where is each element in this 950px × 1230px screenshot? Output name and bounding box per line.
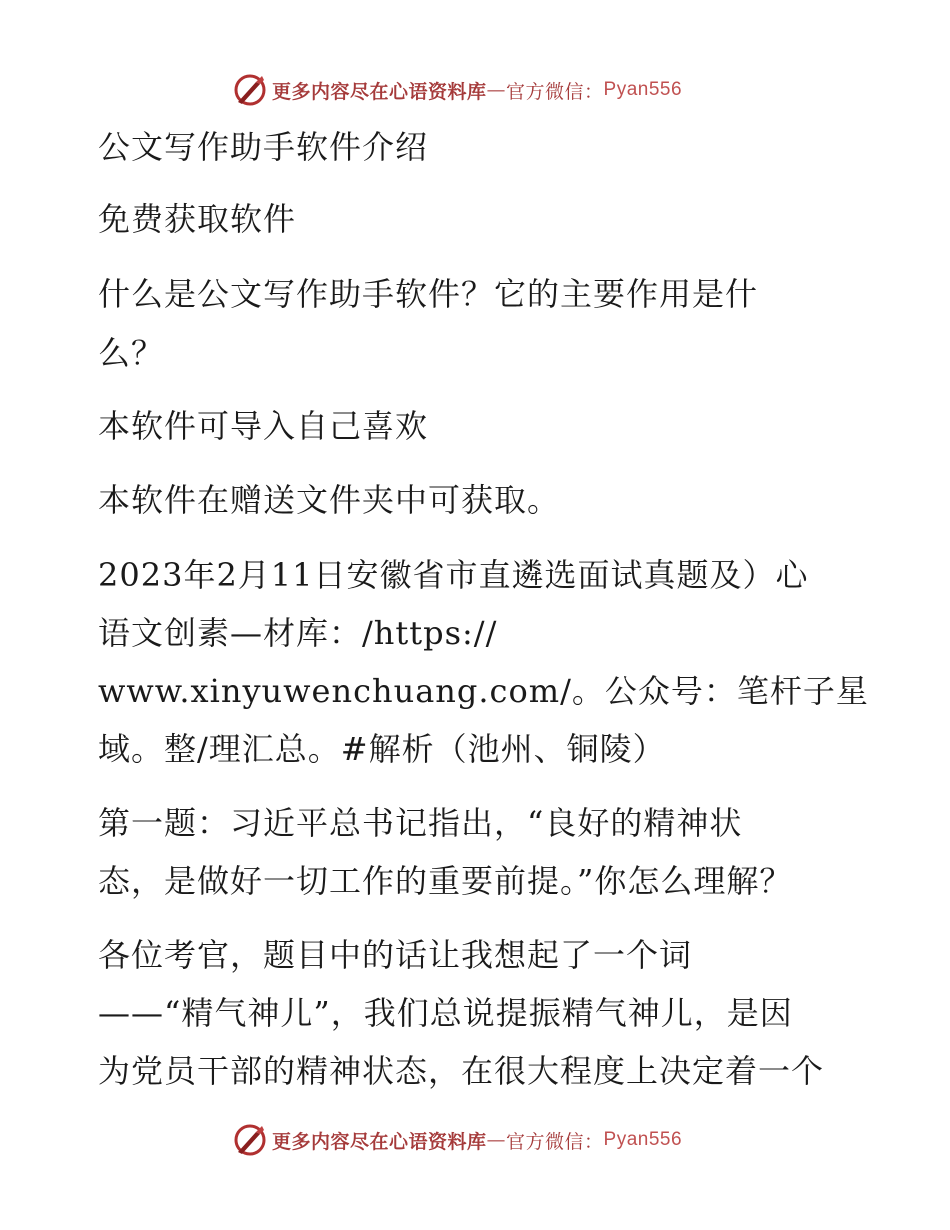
banner-wechat-id: Pyan556 xyxy=(603,1129,683,1150)
text-line: ——“精气神儿”，我们总说提振精气神儿，是因 xyxy=(98,994,793,1032)
text-line: 本软件可导入自己喜欢 xyxy=(98,407,429,445)
text-line: 公文写作助手软件介绍 xyxy=(98,128,429,166)
text-line: 语文创素—材库：/https:// xyxy=(98,614,498,652)
banner-wechat-label: 官方微信： xyxy=(506,1130,604,1153)
text-line: 2023年2月11日安徽省市直遴选面试真题及）心 xyxy=(98,556,809,594)
text-line: 为党员干部的精神状态，在很大程度上决定着一个 xyxy=(98,1052,825,1090)
banner-brand-text: 更多内容尽在心语资料库 xyxy=(272,1130,487,1153)
text-line: 本软件在赠送文件夹中可获取。 xyxy=(98,481,561,519)
banner-dash: — xyxy=(486,1129,507,1151)
banner-brand-text: 更多内容尽在心语资料库 xyxy=(272,80,487,103)
text-line: www.xinyuwenchuang.com/。公众号：笔杆子星 xyxy=(98,672,869,710)
text-line: 态，是做好一切工作的重要前提。”你怎么理解？ xyxy=(98,862,793,900)
quill-pen-logo-icon xyxy=(232,1122,268,1158)
quill-pen-logo-icon xyxy=(232,72,268,108)
banner-dash: — xyxy=(486,79,507,101)
footer-watermark-banner xyxy=(232,1120,682,1160)
text-line: 各位考官，题目中的话让我想起了一个词 xyxy=(98,936,693,974)
banner-wechat-label: 官方微信： xyxy=(506,80,604,103)
text-line: 么？ xyxy=(98,334,165,372)
text-line: 第一题：习近平总书记指出，“良好的精神状 xyxy=(98,804,743,842)
header-watermark-banner xyxy=(232,70,682,110)
banner-wechat-id: Pyan556 xyxy=(603,79,683,100)
text-line: 域。整/理汇总。#解析（池州、铜陵） xyxy=(98,730,666,768)
text-line: 什么是公文写作助手软件？它的主要作用是什 xyxy=(98,275,759,313)
text-line: 免费获取软件 xyxy=(98,200,297,238)
